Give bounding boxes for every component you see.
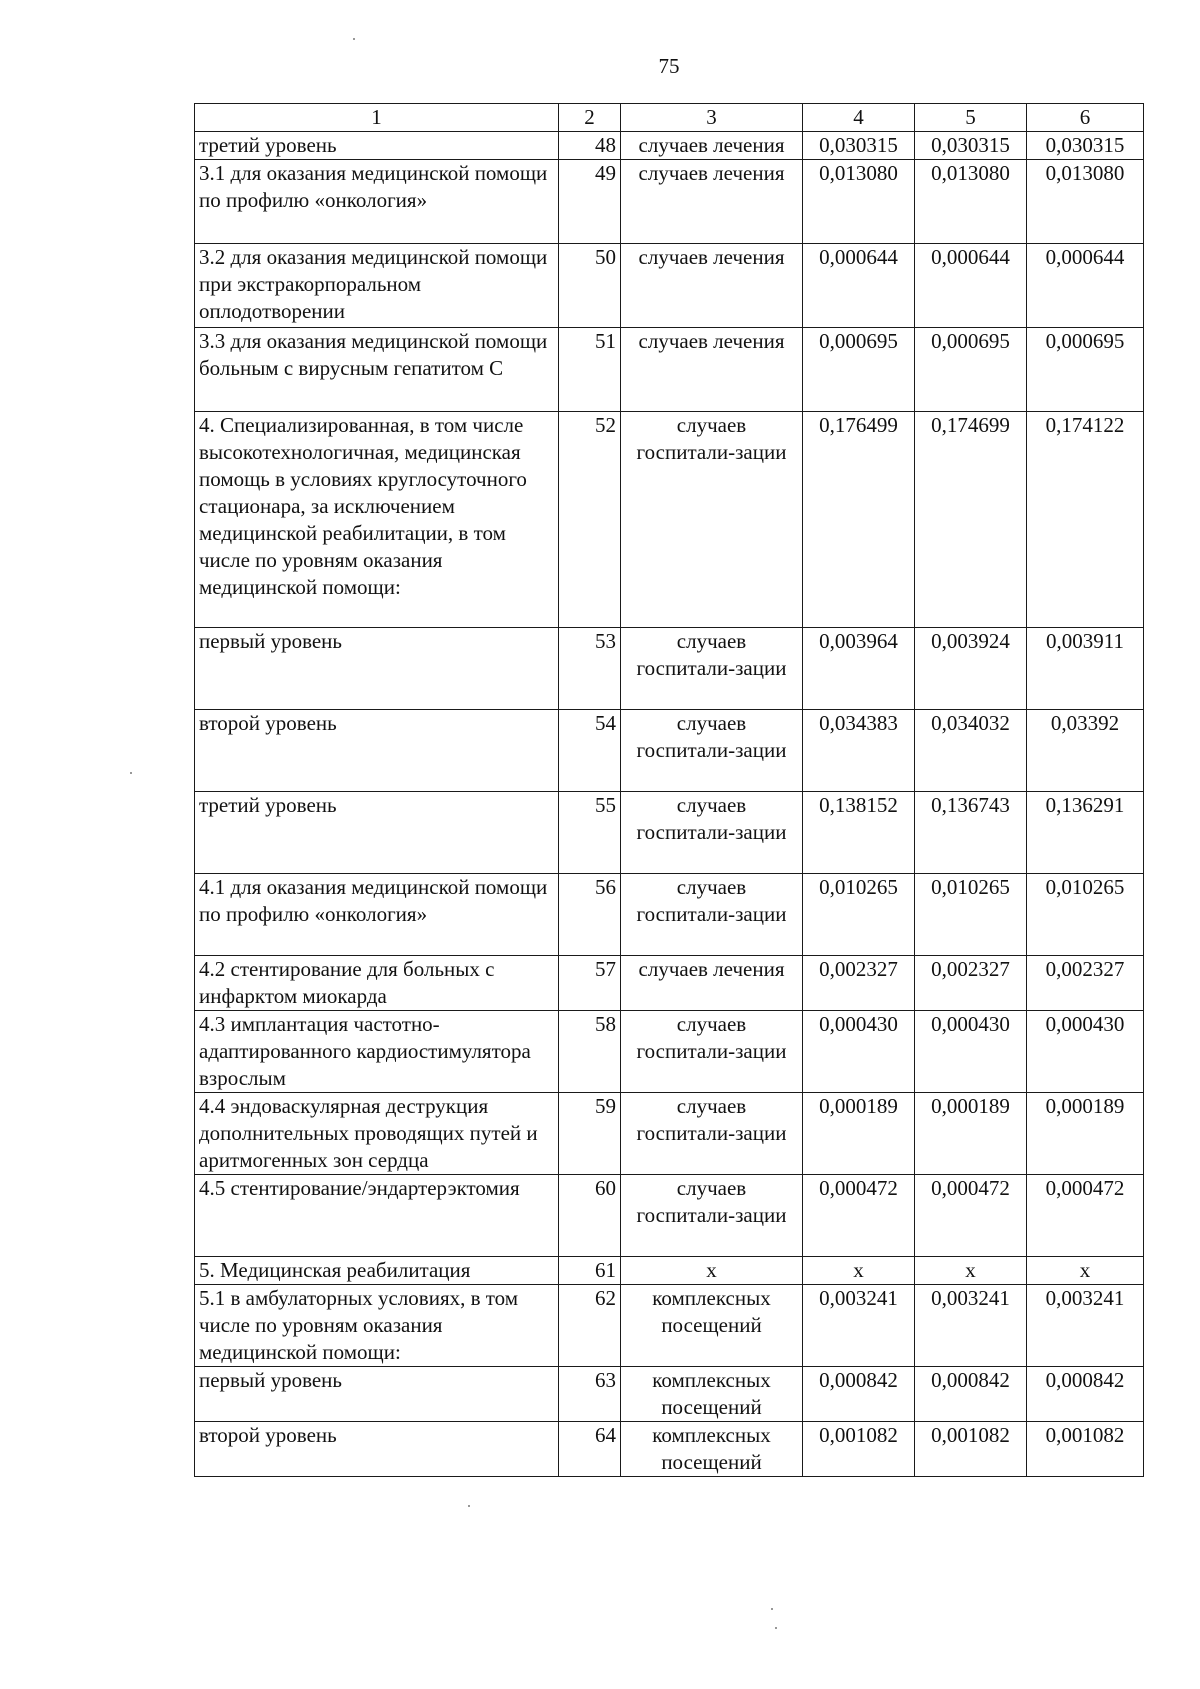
cell-value-col5: 0,003924 [915,628,1027,710]
scan-speck [468,1505,470,1507]
cell-value-col5: 0,000842 [915,1367,1027,1422]
cell-unit: случаев госпитали-зации [621,412,803,628]
cell-value-col4: 0,002327 [803,956,915,1011]
cell-name: 5. Медицинская реабилитация [195,1257,559,1285]
cell-unit: случаев лечения [621,328,803,412]
cell-value-col5: 0,030315 [915,132,1027,160]
cell-unit: случаев госпитали-зации [621,628,803,710]
table-row [195,160,1144,244]
cell-value-col5: 0,034032 [915,710,1027,792]
cell-value-col4: 0,000189 [803,1093,915,1175]
cell-value-col6: х [1027,1257,1144,1285]
cell-value-col6: 0,174122 [1027,412,1144,628]
cell-unit: комплексных посещений [621,1285,803,1367]
cell-name: 3.1 для оказания медицинской помощи по профилю «онкология» [195,160,559,244]
cell-value-col4: 0,000472 [803,1175,915,1257]
table-header [195,104,1144,132]
cell-name: 5.1 в амбулаторных условиях, в том числе по уровням оказания медицинской помощи: [195,1285,559,1367]
cell-row-number: 59 [559,1093,621,1175]
table-row [195,132,1144,160]
scan-speck [353,38,355,40]
cell-unit: х [621,1257,803,1285]
table-row [195,244,1144,328]
cell-unit: случаев лечения [621,244,803,328]
table-row [195,1422,1144,1477]
cell-value-col5: 0,003241 [915,1285,1027,1367]
cell-row-number: 60 [559,1175,621,1257]
cell-row-number: 49 [559,160,621,244]
header-col-4: 4 [803,104,915,132]
cell-row-number: 55 [559,792,621,874]
cell-value-col4: 0,176499 [803,412,915,628]
cell-value-col6: 0,000695 [1027,328,1144,412]
cell-value-col6: 0,013080 [1027,160,1144,244]
cell-name: третий уровень [195,792,559,874]
table-row [195,1175,1144,1257]
cell-value-col4: 0,034383 [803,710,915,792]
cell-name: 4.4 эндоваскулярная деструкция дополнительных проводящих путей и аритмогенных зон сердца [195,1093,559,1175]
cell-value-col5: 0,001082 [915,1422,1027,1477]
cell-unit: случаев лечения [621,132,803,160]
header-col-6: 6 [1027,104,1144,132]
cell-value-col4: 0,001082 [803,1422,915,1477]
cell-name: второй уровень [195,710,559,792]
table-row [195,1011,1144,1093]
cell-unit: случаев госпитали-зации [621,710,803,792]
table-body [195,132,1144,1477]
cell-value-col4: 0,000695 [803,328,915,412]
cell-row-number: 53 [559,628,621,710]
scan-speck [775,1627,777,1629]
cell-name: 4.1 для оказания медицинской помощи по профилю «онкология» [195,874,559,956]
cell-value-col4: 0,013080 [803,160,915,244]
cell-value-col6: 0,000472 [1027,1175,1144,1257]
cell-value-col5: х [915,1257,1027,1285]
cell-name: первый уровень [195,628,559,710]
cell-value-col5: 0,013080 [915,160,1027,244]
cell-value-col6: 0,000430 [1027,1011,1144,1093]
header-row [195,104,1144,132]
cell-value-col4: 0,000644 [803,244,915,328]
cell-value-col5: 0,000430 [915,1011,1027,1093]
cell-value-col6: 0,000189 [1027,1093,1144,1175]
table-row [195,412,1144,628]
cell-value-col5: 0,000472 [915,1175,1027,1257]
cell-value-col5: 0,174699 [915,412,1027,628]
cell-row-number: 50 [559,244,621,328]
cell-row-number: 64 [559,1422,621,1477]
cell-value-col5: 0,000695 [915,328,1027,412]
cell-value-col6: 0,030315 [1027,132,1144,160]
cell-name: второй уровень [195,1422,559,1477]
header-col-5: 5 [915,104,1027,132]
cell-name: 4.3 имплантация частотно-адаптированного кардиостимулятора взрослым [195,1011,559,1093]
cell-name: 4. Специализированная, в том числе высокотехнологичная, медицинская помощь в условиях круглосуточного стационара, за исключением медицинской реабилитации, в том числе по уровням оказания медицинской помощи: [195,412,559,628]
cell-unit: случаев лечения [621,160,803,244]
scan-speck [771,1608,773,1610]
cell-unit: комплексных посещений [621,1367,803,1422]
table-row [195,874,1144,956]
cell-row-number: 51 [559,328,621,412]
table-row [195,1257,1144,1285]
table-row [195,1367,1144,1422]
cell-value-col6: 0,000644 [1027,244,1144,328]
cell-value-col4: 0,003241 [803,1285,915,1367]
page-number: 75 [658,54,680,78]
cell-unit: случаев госпитали-зации [621,792,803,874]
data-table [194,103,1144,1477]
header-col-1: 1 [195,104,559,132]
cell-name: 4.5 стентирование/эндартерэктомия [195,1175,559,1257]
cell-unit: случаев госпитали-зации [621,1011,803,1093]
table-row [195,956,1144,1011]
cell-value-col5: 0,000644 [915,244,1027,328]
cell-value-col4: 0,030315 [803,132,915,160]
cell-value-col5: 0,002327 [915,956,1027,1011]
cell-value-col4: 0,000842 [803,1367,915,1422]
cell-unit: комплексных посещений [621,1422,803,1477]
cell-value-col4: 0,000430 [803,1011,915,1093]
table-row [195,710,1144,792]
table-row [195,1285,1144,1367]
cell-value-col6: 0,002327 [1027,956,1144,1011]
scan-speck [130,772,132,774]
cell-row-number: 48 [559,132,621,160]
cell-value-col6: 0,000842 [1027,1367,1144,1422]
cell-row-number: 62 [559,1285,621,1367]
header-col-3: 3 [621,104,803,132]
cell-unit: случаев госпитали-зации [621,1093,803,1175]
cell-unit: случаев лечения [621,956,803,1011]
cell-value-col6: 0,001082 [1027,1422,1144,1477]
cell-name: 4.2 стентирование для больных с инфарктом миокарда [195,956,559,1011]
table-row [195,328,1144,412]
cell-value-col4: 0,003964 [803,628,915,710]
cell-value-col4: 0,138152 [803,792,915,874]
cell-name: 3.3 для оказания медицинской помощи больным с вирусным гепатитом С [195,328,559,412]
table-row [195,1093,1144,1175]
cell-value-col6: 0,136291 [1027,792,1144,874]
cell-row-number: 61 [559,1257,621,1285]
cell-row-number: 52 [559,412,621,628]
cell-value-col5: 0,136743 [915,792,1027,874]
cell-value-col6: 0,010265 [1027,874,1144,956]
cell-value-col4: х [803,1257,915,1285]
cell-value-col4: 0,010265 [803,874,915,956]
cell-unit: случаев госпитали-зации [621,1175,803,1257]
header-col-2: 2 [559,104,621,132]
cell-value-col6: 0,003911 [1027,628,1144,710]
cell-name: первый уровень [195,1367,559,1422]
cell-name: 3.2 для оказания медицинской помощи при экстракорпоральном оплодотворении [195,244,559,328]
table-row [195,628,1144,710]
cell-value-col5: 0,000189 [915,1093,1027,1175]
cell-value-col6: 0,003241 [1027,1285,1144,1367]
table-row [195,792,1144,874]
cell-unit: случаев госпитали-зации [621,874,803,956]
cell-row-number: 58 [559,1011,621,1093]
cell-row-number: 54 [559,710,621,792]
cell-value-col6: 0,03392 [1027,710,1144,792]
cell-row-number: 56 [559,874,621,956]
cell-name: третий уровень [195,132,559,160]
cell-row-number: 57 [559,956,621,1011]
cell-row-number: 63 [559,1367,621,1422]
cell-value-col5: 0,010265 [915,874,1027,956]
